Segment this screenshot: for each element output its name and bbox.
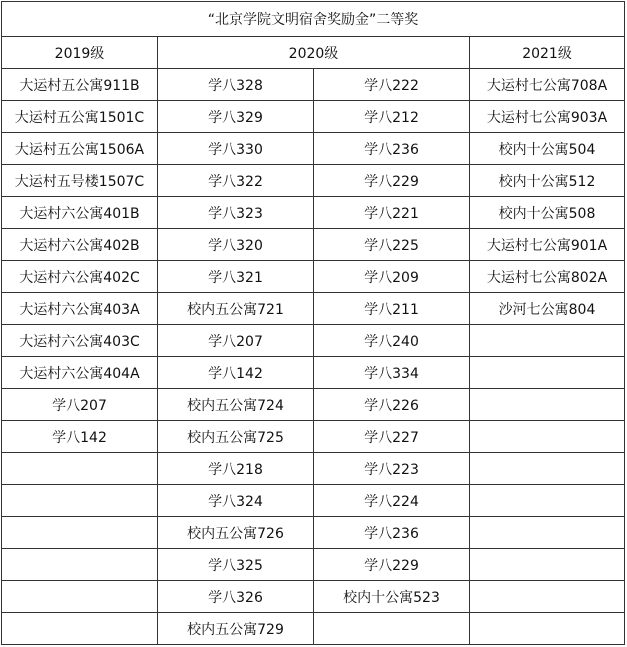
table-row — [2, 293, 625, 325]
cell-2020-b: 学八227 — [314, 421, 470, 453]
cell-2019: 大运村五公寓911B — [2, 69, 158, 101]
cell-2020-a: 学八330 — [158, 133, 314, 165]
cell-2020-b — [314, 613, 470, 645]
cell-2020-b: 学八229 — [314, 165, 470, 197]
header-2020: 2020级 — [158, 37, 470, 69]
cell-2019: 大运村五公寓1501C — [2, 101, 158, 133]
cell-2020-b: 学八223 — [314, 453, 470, 485]
cell-2019: 学八142 — [2, 421, 158, 453]
table-row — [2, 261, 625, 293]
table-row — [2, 613, 625, 645]
cell-2019: 学八207 — [2, 389, 158, 421]
cell-2021 — [470, 549, 625, 581]
cell-2019 — [2, 581, 158, 613]
cell-2020-b: 学八229 — [314, 549, 470, 581]
table-row — [2, 485, 625, 517]
cell-2021: 大运村七公寓903A — [470, 101, 625, 133]
cell-2020-a: 学八329 — [158, 101, 314, 133]
table-row — [2, 389, 625, 421]
cell-2020-a: 校内五公寓726 — [158, 517, 314, 549]
cell-2021: 沙河七公寓804 — [470, 293, 625, 325]
cell-2019 — [2, 485, 158, 517]
table-row — [2, 421, 625, 453]
table-row — [2, 101, 625, 133]
table-title: “北京学院文明宿舍奖励金”二等奖 — [2, 2, 625, 37]
cell-2020-b: 学八221 — [314, 197, 470, 229]
cell-2020-a: 学八207 — [158, 325, 314, 357]
cell-2020-b: 学八209 — [314, 261, 470, 293]
cell-2021: 大运村七公寓802A — [470, 261, 625, 293]
cell-2019: 大运村六公寓401B — [2, 197, 158, 229]
cell-2021 — [470, 421, 625, 453]
header-2019: 2019级 — [2, 37, 158, 69]
cell-2021: 大运村七公寓708A — [470, 69, 625, 101]
cell-2020-a: 校内五公寓724 — [158, 389, 314, 421]
cell-2021 — [470, 453, 625, 485]
table-row — [2, 197, 625, 229]
cell-2019: 大运村六公寓402B — [2, 229, 158, 261]
cell-2021: 校内十公寓512 — [470, 165, 625, 197]
cell-2020-a: 学八142 — [158, 357, 314, 389]
cell-2020-b: 学八212 — [314, 101, 470, 133]
cell-2020-a: 学八323 — [158, 197, 314, 229]
cell-2019: 大运村五号楼1507C — [2, 165, 158, 197]
cell-2020-b: 学八240 — [314, 325, 470, 357]
cell-2020-a: 学八325 — [158, 549, 314, 581]
cell-2020-a: 学八320 — [158, 229, 314, 261]
cell-2020-b: 校内十公寓523 — [314, 581, 470, 613]
cell-2020-a: 学八322 — [158, 165, 314, 197]
cell-2019: 大运村五公寓1506A — [2, 133, 158, 165]
cell-2020-a: 校内五公寓721 — [158, 293, 314, 325]
cell-2021 — [470, 389, 625, 421]
title-row — [2, 2, 625, 37]
cell-2021 — [470, 581, 625, 613]
award-table — [1, 1, 625, 645]
cell-2020-a: 学八218 — [158, 453, 314, 485]
cell-2021 — [470, 517, 625, 549]
table-row — [2, 325, 625, 357]
cell-2021 — [470, 357, 625, 389]
cell-2020-b: 学八334 — [314, 357, 470, 389]
cell-2020-a: 学八326 — [158, 581, 314, 613]
cell-2020-a: 校内五公寓729 — [158, 613, 314, 645]
cell-2021 — [470, 613, 625, 645]
cell-2020-a: 学八324 — [158, 485, 314, 517]
cell-2021 — [470, 485, 625, 517]
cell-2019: 大运村六公寓402C — [2, 261, 158, 293]
table-row — [2, 549, 625, 581]
header-row — [2, 37, 625, 69]
cell-2020-b: 学八211 — [314, 293, 470, 325]
cell-2019 — [2, 613, 158, 645]
cell-2019 — [2, 517, 158, 549]
table-row — [2, 69, 625, 101]
award-table-body — [2, 2, 625, 645]
header-2021: 2021级 — [470, 37, 625, 69]
cell-2020-b: 学八236 — [314, 517, 470, 549]
table-row — [2, 453, 625, 485]
cell-2019: 大运村六公寓404A — [2, 357, 158, 389]
table-row — [2, 357, 625, 389]
cell-2021 — [470, 325, 625, 357]
cell-2019 — [2, 549, 158, 581]
cell-2021: 校内十公寓504 — [470, 133, 625, 165]
table-row — [2, 165, 625, 197]
cell-2020-b: 学八226 — [314, 389, 470, 421]
cell-2019 — [2, 453, 158, 485]
cell-2021: 校内十公寓508 — [470, 197, 625, 229]
table-row — [2, 517, 625, 549]
cell-2020-a: 校内五公寓725 — [158, 421, 314, 453]
cell-2019: 大运村六公寓403A — [2, 293, 158, 325]
table-row — [2, 581, 625, 613]
cell-2021: 大运村七公寓901A — [470, 229, 625, 261]
cell-2020-b: 学八222 — [314, 69, 470, 101]
cell-2020-b: 学八224 — [314, 485, 470, 517]
cell-2020-b: 学八225 — [314, 229, 470, 261]
cell-2020-b: 学八236 — [314, 133, 470, 165]
cell-2019: 大运村六公寓403C — [2, 325, 158, 357]
cell-2020-a: 学八321 — [158, 261, 314, 293]
table-row — [2, 229, 625, 261]
table-row — [2, 133, 625, 165]
cell-2020-a: 学八328 — [158, 69, 314, 101]
